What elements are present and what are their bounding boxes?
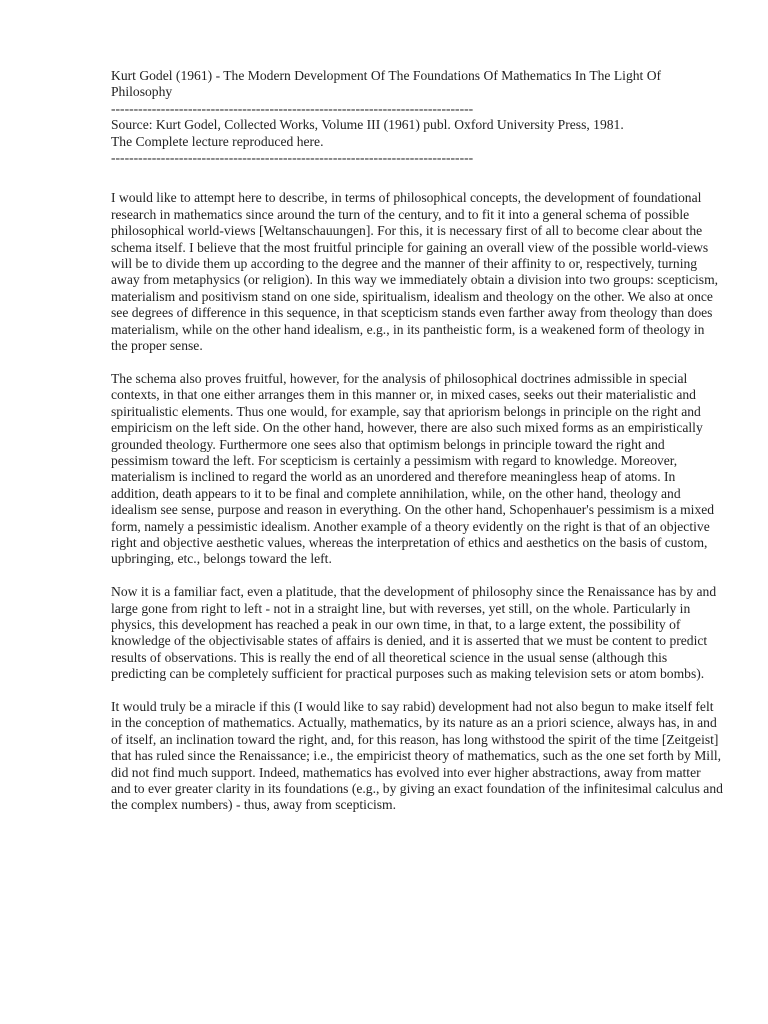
divider-rule-top: -------------------------------------------------------------------------------- <box>111 100 474 116</box>
divider-rule-bottom: -------------------------------------------------------------------------------- <box>111 150 474 166</box>
paragraph: Now it is a familiar fact, even a platitude, that the development of philosophy since the Renaissance has by and large gone from right to left - not in a straight line, but with reverses, yet still, on the whole. Particularly in physics, this development has reached a peak in our own time, in that, to a large extent, the possibility of knowledge of the objectivisable states of affairs is denied, and it is asserted that we must be content to predict results of observations. This is really the end of all theoretical science in the usual sense (although this predicting can be completely sufficient for practical purposes such as making television sets or atom bombs). <box>111 584 717 682</box>
spacer <box>111 166 723 190</box>
paragraph: It would truly be a miracle if this (I would like to say rabid) development had not also begun to make itself felt in the conception of mathematics. Actually, mathematics, by its nature as an a priori science, always has, in and of itself, an inclination toward the right, and, for this reason, has long withstood the spirit of the time [Zeitgeist] that has ruled since the Renaissance; i.e., the empiricist theory of mathematics, such as the one set forth by Mill, did not find much support. Indeed, mathematics has evolved into ever higher abstractions, away from matter and to ever greater clarity in its foundations (e.g., by giving an exact foundation of the infinitesimal calculus and the complex numbers) - thus, away from scepticism. <box>111 698 723 813</box>
source-note: The Complete lecture reproduced here. <box>111 133 324 149</box>
document-page <box>111 68 723 830</box>
document-title: Kurt Godel (1961) - The Modern Development Of The Foundations Of Mathematics In The Light Of Philosophy <box>111 68 662 100</box>
paragraph: The schema also proves fruitful, however, for the analysis of philosophical doctrines admissible in special contexts, in that one either arranges them in this manner or, in mixed cases, seeks out their materialistic and spiritualistic elements. Thus one would, for example, say that apriorism belongs in principle on the right and empiricism on the left side. On the other hand, however, there are also such mixed forms as an empiristically grounded theology. Furthermore one sees also that optimism belongs in principle toward the right and pessimism toward the left. For scepticism is certainly a pessimism with regard to knowledge. Moreover, materialism is inclined to regard the world as an unordered and therefore meaningless heap of atoms. In addition, death appears to it to be final and complete annihilation, while, on the other hand, theology and idealism see sense, purpose and reason in everything. On the other hand, Schopenhauer's pessimism is a mixed form, namely a pessimistic idealism. Another example of a theory evidently on the right is that of an objective right and objective aesthetic values, whereas the interpretation of ethics and aesthetics on the basis of custom, upbringing, etc., belongs toward the left. <box>111 370 715 567</box>
paragraph: I would like to attempt here to describe, in terms of philosophical concepts, the development of foundational research in mathematics since around the turn of the century, and to fit it into a general schema of possible philosophical world-views [Weltanschauungen]. For this, it is necessary first of all to become clear about the schema itself. I believe that the most fruitful principle for gaining an overall view of the possible world-views will be to divide them up according to the degree and the manner of their affinity to or, respectively, turning away from metaphysics (or religion). In this way we immediately obtain a division into two groups: scepticism, materialism and positivism stand on one side, spiritualism, idealism and theology on the other. We also at once see degrees of difference in this sequence, in that scepticism stands even farther away from theology than does materialism, while on the other hand idealism, e.g., in its pantheistic form, is a weakened form of theology in the proper sense. <box>111 190 719 354</box>
source-line: Source: Kurt Godel, Collected Works, Volume III (1961) publ. Oxford University Press, 1981. <box>111 117 624 133</box>
